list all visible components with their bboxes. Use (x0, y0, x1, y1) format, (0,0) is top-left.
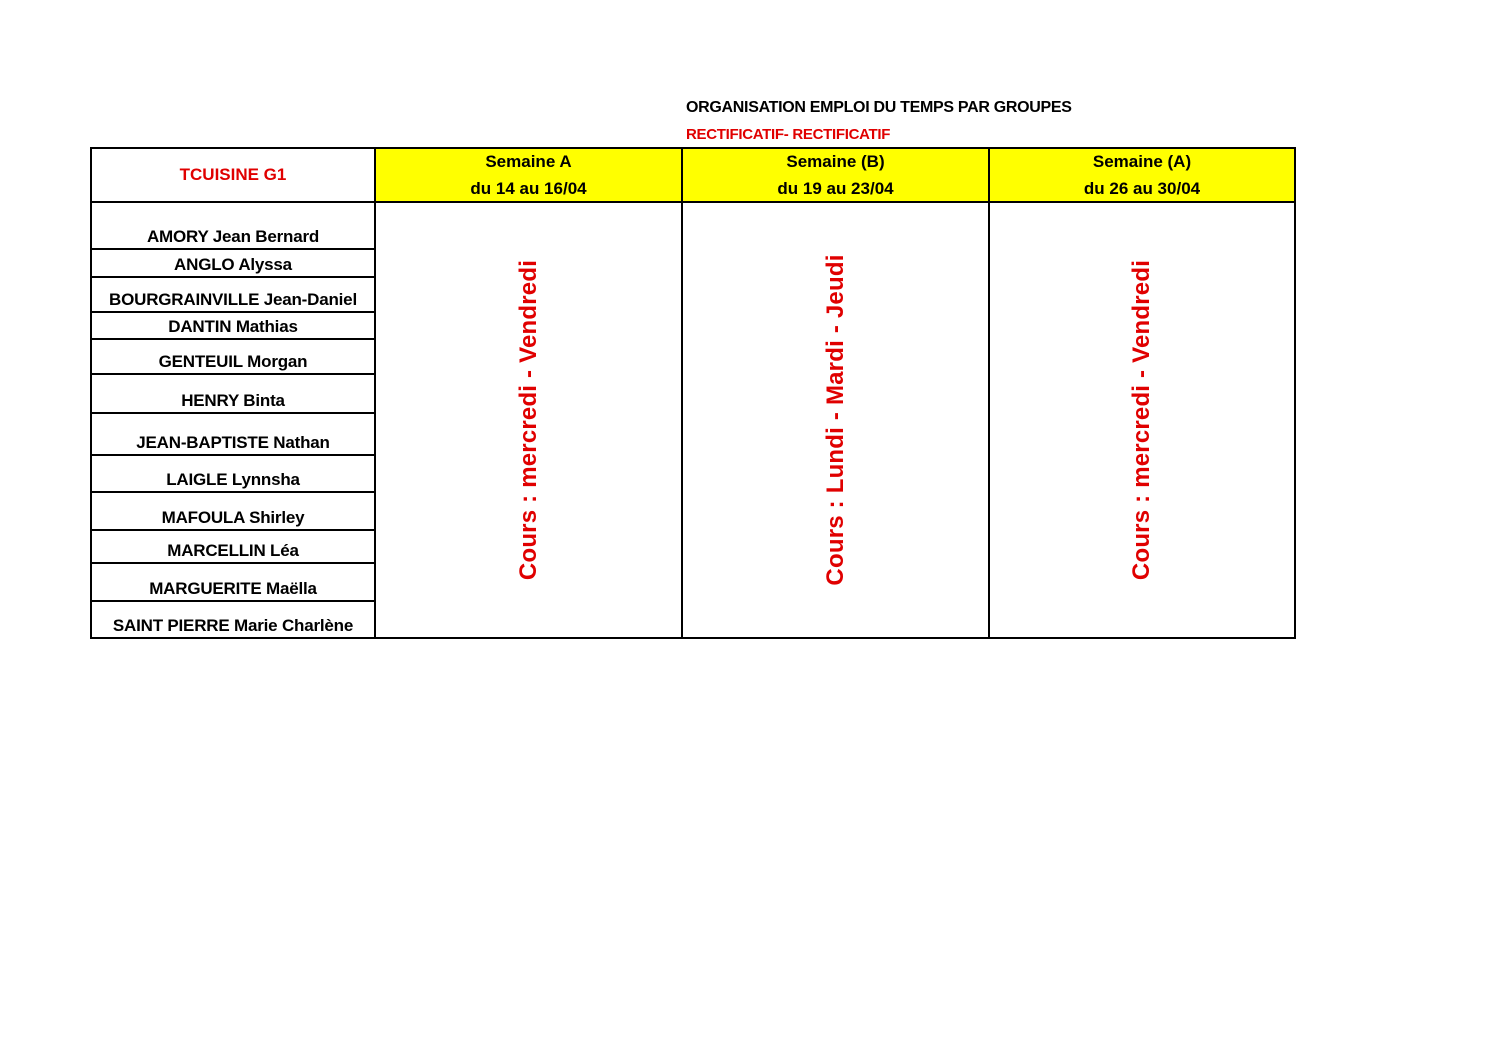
page-subtitle: RECTIFICATIF- RECTIFICATIF (686, 126, 891, 143)
course-days-text: Cours : mercredi - Vendredi (1128, 259, 1155, 581)
week-column-1 (374, 201, 683, 639)
student-row: MARCELLIN Léa (92, 531, 374, 564)
week-dates: du 14 au 16/04 (470, 179, 587, 198)
student-row: JEAN-BAPTISTE Nathan (92, 414, 374, 456)
group-label-cell (90, 147, 376, 203)
week-header-1 (374, 147, 683, 203)
student-row: SAINT PIERRE Marie Charlène (112, 616, 354, 635)
course-days-text: Cours : mercredi - Vendredi (514, 259, 542, 581)
week-label: Semaine (B) (786, 152, 885, 171)
week-dates: du 26 au 30/04 (1083, 179, 1201, 198)
student-row: ANGLO Alyssa (92, 250, 374, 278)
student-row: LAIGLE Lynnsha (92, 456, 374, 493)
student-row: MAFOULA Shirley (92, 493, 374, 531)
student-row: DANTIN Mathias (92, 313, 374, 340)
course-days-text: Cours : Lundi - Mardi - Jeudi (821, 254, 849, 586)
student-row: MARGUERITE Maëlla (92, 564, 374, 602)
week-column-2 (681, 201, 990, 639)
group-label: TCUISINE G1 (179, 165, 287, 184)
week-header-2 (681, 147, 990, 203)
week-label: Semaine (A) (1092, 152, 1192, 171)
schedule-table (90, 147, 1296, 639)
student-row: GENTEUIL Morgan (92, 340, 374, 375)
week-header-3 (988, 147, 1296, 203)
page-title: ORGANISATION EMPLOI DU TEMPS PAR GROUPES (686, 99, 1072, 116)
week-label: Semaine A (485, 152, 572, 171)
student-row: HENRY Binta (92, 375, 374, 414)
week-column-3 (988, 201, 1296, 639)
student-row: BOURGRAINVILLE Jean-Daniel (92, 278, 374, 313)
student-row: AMORY Jean Bernard (92, 203, 374, 250)
week-dates: du 19 au 23/04 (777, 179, 894, 198)
student-list (90, 201, 376, 639)
